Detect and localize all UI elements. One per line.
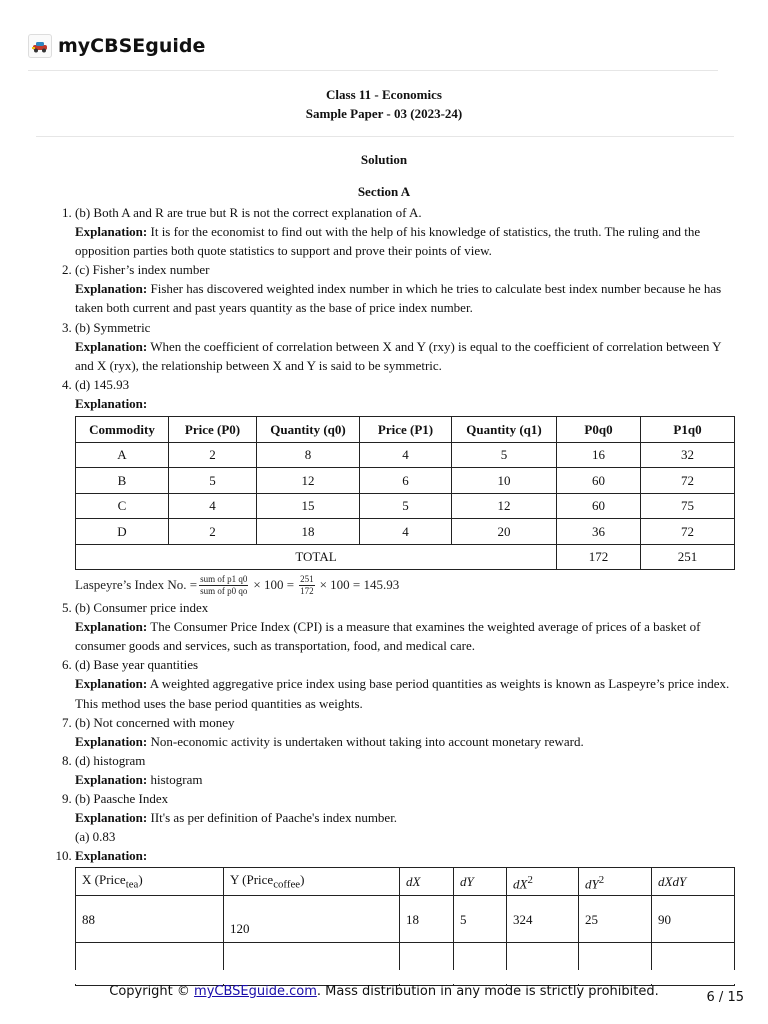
column-header: $dY^2$ (579, 868, 652, 896)
table-cell: 25 (579, 896, 652, 943)
table-header-row (76, 417, 735, 443)
explanation-text: A weighted aggregative price index using base period quantities as weights is known as Laspeyre’s price index. (149, 676, 730, 692)
table-cell: 75 (641, 493, 735, 519)
table-cell: 5 (360, 493, 452, 519)
column-header: P0q0 (557, 417, 641, 443)
list-item (75, 203, 735, 260)
table-cell: 8 (257, 442, 360, 468)
table-cell: 4 (360, 519, 452, 545)
table-cell: 12 (257, 468, 360, 494)
copyright-footer (0, 984, 768, 999)
fraction-numerator: sum of p1 q0 (200, 573, 248, 584)
explanation-label: Explanation: (75, 619, 148, 635)
table-cell: 20 (452, 519, 557, 545)
copyright-suffix: . Mass distribution in any mode is strictly prohibited. (316, 984, 659, 999)
explanation-extra: This method uses the base period quantities as weights. (75, 695, 363, 711)
answer: 9. (b) Paasche Index (75, 790, 169, 806)
table-cell: 60 (557, 493, 641, 519)
table-cell: 18 (400, 896, 454, 943)
explanation-label: Explanation: (75, 395, 148, 411)
paper-title: Sample Paper - 03 (2023-24) (305, 106, 463, 121)
column-header: dY (454, 868, 507, 896)
laspeyre-formula (75, 572, 735, 598)
class-title: Class 11 - Economics (326, 87, 442, 102)
table-cell: 4 (169, 493, 257, 519)
total-p1q0: 251 (641, 544, 735, 570)
table-cell: 5 (452, 442, 557, 468)
table-cell: 4 (360, 442, 452, 468)
table-cell: D (76, 519, 169, 545)
answer: 8. (d) histogram (75, 752, 146, 768)
list-item (75, 751, 735, 789)
table-cell: A (76, 442, 169, 468)
table-cell: 36 (557, 519, 641, 545)
fraction-denominator: 172 (300, 585, 314, 596)
explanation-label: Explanation: (75, 281, 148, 297)
explanation-text: Non-economic activity is undertaken without taking into account monetary reward. (150, 733, 584, 749)
explanation-text: Fisher has discovered weighted index number in which he tries to calculate best index number because he has taken both current and past years quantity as the base of price index number. (75, 281, 722, 316)
table-cell: 72 (641, 468, 735, 494)
table-cell: C (76, 493, 169, 519)
answer: (a) 0.83 (75, 829, 116, 845)
section-heading: Section A (357, 184, 411, 199)
column-header: X (Price$_{tea}$) (76, 868, 224, 896)
answer: 4. (d) 145.93 (75, 376, 130, 392)
site-link[interactable]: myCBSEguide.com (194, 984, 317, 999)
brand-header (28, 34, 205, 58)
list-item (75, 655, 735, 712)
list-item (75, 260, 735, 317)
solution-heading: Solution (360, 152, 408, 167)
table-row (76, 519, 735, 545)
explanation-label: Explanation: (75, 338, 148, 354)
formula-mid: × 100 = (253, 577, 295, 593)
page-cutoff (0, 970, 768, 984)
column-header: dXdY (652, 868, 735, 896)
column-header: Quantity (q1) (452, 417, 557, 443)
table-total-row (76, 544, 735, 570)
column-header: Price (P1) (360, 417, 452, 443)
answer: 3. (b) Symmetric (75, 319, 151, 335)
table-cell: 16 (557, 442, 641, 468)
column-header: dX (400, 868, 454, 896)
explanation-label: Explanation: (75, 224, 148, 240)
table-row (76, 442, 735, 468)
list-item (75, 789, 735, 846)
table-header-row (76, 868, 735, 896)
formula-prefix: Laspeyre’s Index No. = (75, 577, 198, 593)
fraction-numeric (299, 574, 315, 597)
answer: 5. (b) Consumer price index (75, 600, 209, 616)
fraction-numerator: 251 (300, 573, 314, 584)
answer: 2. (c) Fisher’s index number (75, 262, 210, 278)
fraction-symbolic (199, 574, 248, 597)
explanation-text: IIt's as per definition of Paache's index number. (150, 810, 398, 826)
title-divider (36, 136, 734, 137)
table-cell: 2 (169, 519, 257, 545)
column-header: P1q0 (641, 417, 735, 443)
table-cell: 2 (169, 442, 257, 468)
laspeyre-table (75, 416, 735, 570)
explanation-label: Explanation: (75, 771, 148, 787)
explanation-label: Explanation: (75, 848, 148, 864)
table-cell: 6 (360, 468, 452, 494)
table-cell: 10 (452, 468, 557, 494)
table-cell: 120 (224, 896, 400, 943)
explanation-label: Explanation: (75, 676, 148, 692)
column-header: Quantity (q0) (257, 417, 360, 443)
table-row (76, 896, 735, 943)
list-item (75, 846, 735, 986)
total-p0q0: 172 (557, 544, 641, 570)
answer: 6. (d) Base year quantities (75, 657, 199, 673)
explanation-text: The Consumer Price Index (CPI) is a measure that examines the weighted average of prices of a basket of consumer goods and services, such as transportation, food, and medical care. (75, 619, 701, 654)
table-cell: 32 (641, 442, 735, 468)
explanation-text: histogram (150, 771, 203, 787)
explanation-label: Explanation: (75, 733, 148, 749)
column-header: Price (P0) (169, 417, 257, 443)
table-cell: 72 (641, 519, 735, 545)
header-divider (28, 70, 718, 71)
copyright-prefix: Copyright © (109, 984, 190, 999)
table-cell: 18 (257, 519, 360, 545)
solutions-list (60, 203, 735, 986)
table-cell: 5 (169, 468, 257, 494)
table-cell: 15 (257, 493, 360, 519)
table-cell: 324 (507, 896, 579, 943)
column-header: $dX^2$ (507, 868, 579, 896)
table-cell: 60 (557, 468, 641, 494)
table-cell: B (76, 468, 169, 494)
column-header: Y (Price$_{coffee}$) (224, 868, 400, 896)
list-item (75, 318, 735, 375)
answer: 1. (b) Both A and R are true but R is not the correct explanation of A. (75, 205, 422, 220)
page-number: 6 / 15 (706, 990, 744, 1005)
list-item (75, 598, 735, 655)
list-item (75, 375, 735, 598)
column-header: Commodity (76, 417, 169, 443)
correlation-table (75, 867, 735, 986)
table-row (76, 468, 735, 494)
table-cell: 12 (452, 493, 557, 519)
table-cell: 88 (76, 896, 224, 943)
answer: 7. (b) Not concerned with money (75, 714, 235, 730)
list-item (75, 713, 735, 751)
table-row (76, 493, 735, 519)
table-cell: 5 (454, 896, 507, 943)
explanation-text: When the coefficient of correlation between X and Y (rxy) is equal to the coefficient of correlation between Y and X (ryx), the relationship between X and Y is said to be symmetric. (75, 338, 722, 373)
formula-result: × 100 = 145.93 (319, 577, 400, 593)
brand-name: myCBSEguide (58, 35, 206, 57)
fraction-denominator: sum of p0 qo (200, 585, 248, 596)
car-logo-icon (28, 34, 52, 58)
table-cell: 90 (652, 896, 735, 943)
explanation-label: Explanation: (75, 810, 148, 826)
explanation-text: It is for the economist to find out with the help of his knowledge of statistics, the truth. The ruling and the opposition parties both quote statistics to support and prove their points of view. (75, 224, 701, 259)
total-label: TOTAL (76, 544, 557, 570)
